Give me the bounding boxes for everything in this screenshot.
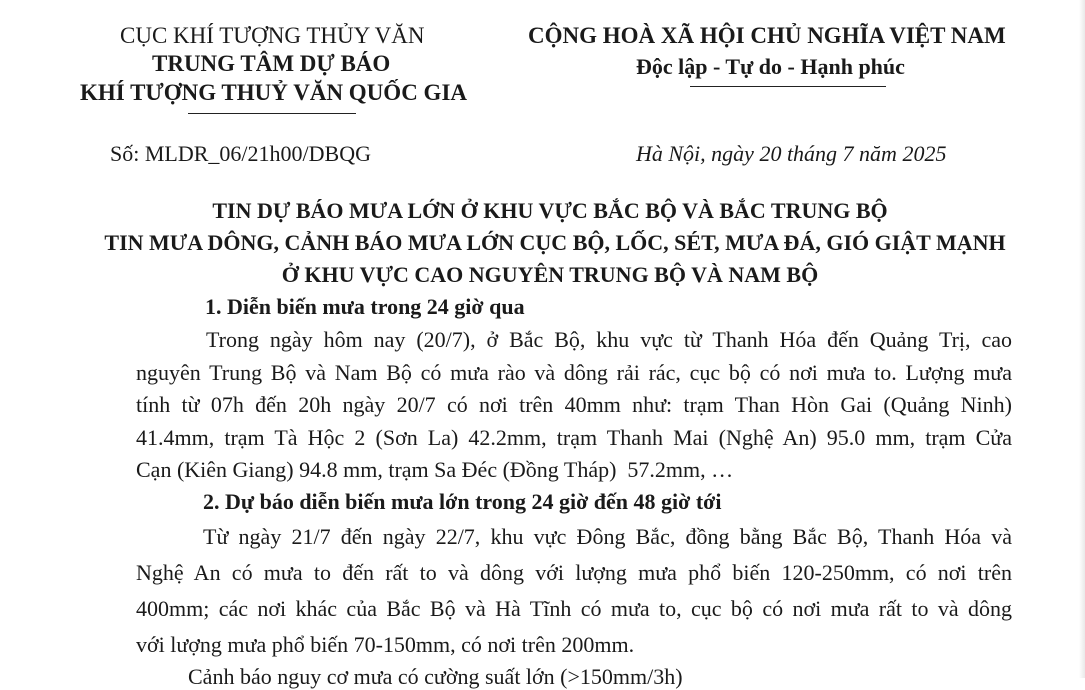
paragraph-line: tính từ 07h đến 20h ngày 20/7 có nơi trên 40mm như: trạm Than Hòn Gai (Quảng Ninh) — [136, 392, 1012, 418]
section2-paragraph — [136, 519, 1012, 663]
nation-motto: Độc lập - Tự do - Hạnh phúc — [636, 54, 905, 79]
agency-line3: KHÍ TƯỢNG THUỶ VĂN QUỐC GIA — [80, 80, 468, 105]
section1-paragraph — [136, 324, 1012, 487]
motto-underline — [690, 86, 886, 87]
paragraph-line: Trong ngày hôm nay (20/7), ở Bắc Bộ, khu vực từ Thanh Hóa đến Quảng Trị, cao — [206, 327, 1012, 352]
paragraph-line: 400mm; các nơi khác của Bắc Bộ và Hà Tĩnh có mưa to, cục bộ có nơi mưa rất to và dông — [136, 596, 1012, 621]
paragraph-line: Từ ngày 21/7 đến ngày 22/7, khu vực Đông Bắc, đồng bằng Bắc Bộ, Thanh Hóa và — [203, 524, 1012, 549]
place-date: Hà Nội, ngày 20 tháng 7 năm 2025 — [636, 141, 947, 166]
nation-line1: CỘNG HOÀ XÃ HỘI CHỦ NGHĨA VIỆT NAM — [528, 23, 1006, 48]
warning-line-partial: Cảnh báo nguy cơ mưa có cường suất lớn (>150mm/3h) — [188, 664, 683, 689]
paragraph-line: Nghệ An có mưa to đến rất to và dông với lượng mưa phổ biến 120-250mm, có nơi trên — [136, 560, 1012, 585]
agency-underline — [188, 113, 356, 114]
agency-line2: TRUNG TÂM DỰ BÁO — [152, 51, 391, 76]
page-edge-shadow — [1079, 0, 1085, 678]
paragraph-line: với lượng mưa phổ biến 70-150mm, có nơi trên 200mm. — [136, 632, 635, 657]
section1-heading: 1. Diễn biến mưa trong 24 giờ qua — [205, 294, 525, 319]
paragraph-line: 41.4mm, trạm Tà Hộc 2 (Sơn La) 42.2mm, trạm Thanh Mai (Nghệ An) 95.0 mm, trạm Cửa — [136, 424, 1012, 450]
title-line1: TIN DỰ BÁO MƯA LỚN Ở KHU VỰC BẮC BỘ VÀ BẮC TRUNG BỘ — [212, 198, 888, 223]
title-line3: Ở KHU VỰC CAO NGUYÊN TRUNG BỘ VÀ NAM BỘ — [281, 262, 819, 287]
paragraph-line: Cạn (Kiên Giang) 94.8 mm, trạm Sa Đéc (Đồng Tháp) 57.2mm, … — [136, 457, 734, 483]
title-line2: TIN MƯA DÔNG, CẢNH BÁO MƯA LỚN CỤC BỘ, LỐC, SÉT, MƯA ĐÁ, GIÓ GIẬT MẠNH — [104, 230, 1006, 255]
agency-line1: CỤC KHÍ TƯỢNG THỦY VĂN — [120, 23, 425, 48]
document-number: Số: MLDR_06/21h00/DBQG — [110, 141, 371, 166]
section2-heading: 2. Dự báo diễn biến mưa lớn trong 24 giờ đến 48 giờ tới — [203, 489, 722, 514]
paragraph-line: nguyên Trung Bộ và Nam Bộ có mưa rào và dông rải rác, cục bộ có nơi mưa to. Lượng mưa — [136, 359, 1012, 385]
